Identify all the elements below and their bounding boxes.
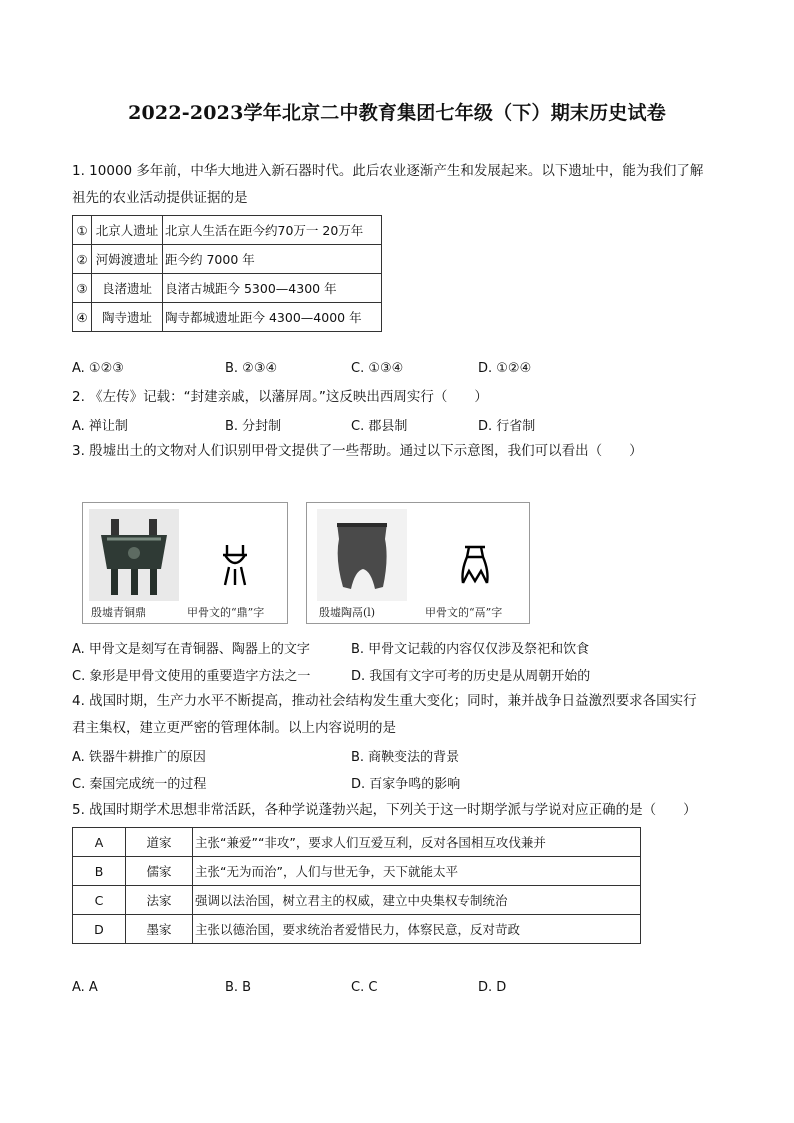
caption-oracle-li: 甲骨文的“鬲”字 — [425, 606, 503, 619]
caption-oracle-ding: 甲骨文的“鼎”字 — [187, 606, 265, 619]
table-cell: ④ — [73, 303, 92, 332]
q2-option-c[interactable]: C. 郡县制 — [351, 419, 408, 434]
oracle-li-glyph — [455, 541, 495, 591]
table-cell: 陶寺都城遗址距今 4300—4000 年 — [163, 303, 382, 332]
table-cell: 法家 — [126, 886, 193, 915]
q3-option-d[interactable]: D. 我国有文字可考的历史是从周朝开始的 — [351, 669, 591, 684]
q4-stem-line2: 君主集权，建立更严密的管理体制。以上内容说明的是 — [72, 720, 396, 736]
q5-option-c[interactable]: C. C — [351, 980, 378, 995]
q4-option-a[interactable]: A. 铁器牛耕推广的原因 — [72, 750, 206, 765]
table-cell: B — [73, 857, 126, 886]
figure-pottery-li — [306, 502, 530, 624]
table-cell: 主张以德治国，要求统治者爱惜民力，体察民意，反对苛政 — [193, 915, 641, 944]
table-cell: C — [73, 886, 126, 915]
q1-option-a[interactable]: A. ①②③ — [72, 361, 124, 376]
table-cell: 北京人遗址 — [92, 216, 163, 245]
bronze-ding-photo — [89, 509, 179, 601]
table-row — [73, 245, 382, 274]
q1-option-d[interactable]: D. ①②④ — [478, 361, 532, 376]
table-cell: D — [73, 915, 126, 944]
table-row — [73, 857, 641, 886]
q4-stem-line1: 4. 战国时期，生产力水平不断提高，推动社会结构发生重大变化；同时，兼并战争日益激烈要求各国实行 — [72, 693, 697, 709]
page-title: 2022-2023学年北京二中教育集团七年级（下）期末历史试卷 — [128, 102, 666, 124]
figure-bronze-ding — [82, 502, 288, 624]
table-cell: ② — [73, 245, 92, 274]
oracle-ding-glyph — [215, 541, 255, 591]
table-row — [73, 274, 382, 303]
q3-option-a[interactable]: A. 甲骨文是刻写在青铜器、陶器上的文字 — [72, 642, 310, 657]
q2-option-a[interactable]: A. 禅让制 — [72, 419, 128, 434]
table-cell: 主张“无为而治”，人们与世无争，天下就能太平 — [193, 857, 641, 886]
caption-pottery-li: 殷墟陶鬲(l) — [319, 606, 376, 619]
table-cell: ① — [73, 216, 92, 245]
table-row — [73, 216, 382, 245]
table-row — [73, 915, 641, 944]
q5-option-b[interactable]: B. B — [225, 980, 252, 995]
q1-option-c[interactable]: C. ①③④ — [351, 361, 404, 376]
table-cell: 陶寺遗址 — [92, 303, 163, 332]
q5-option-d[interactable]: D. D — [478, 980, 507, 995]
q5-table — [72, 827, 641, 944]
q1-stem-line2: 祖先的农业活动提供证据的是 — [72, 190, 248, 206]
q4-option-d[interactable]: D. 百家争鸣的影响 — [351, 777, 461, 792]
table-cell: 距今约 7000 年 — [163, 245, 382, 274]
q3-option-b[interactable]: B. 甲骨文记载的内容仅仅涉及祭祀和饮食 — [351, 642, 590, 657]
table-cell: 良渚古城距今 5300—4300 年 — [163, 274, 382, 303]
q4-option-c[interactable]: C. 秦国完成统一的过程 — [72, 777, 207, 792]
caption-bronze-ding: 殷墟青铜鼎 — [91, 606, 146, 619]
table-row — [73, 303, 382, 332]
q5-option-a[interactable]: A. A — [72, 980, 98, 995]
q3-stem: 3. 殷墟出土的文物对人们识别甲骨文提供了一些帮助。通过以下示意图，我们可以看出（ ） — [72, 443, 643, 459]
table-cell: ③ — [73, 274, 92, 303]
table-row — [73, 886, 641, 915]
table-cell: 良渚遗址 — [92, 274, 163, 303]
table-cell: 道家 — [126, 828, 193, 857]
table-cell: A — [73, 828, 126, 857]
q3-option-c[interactable]: C. 象形是甲骨文使用的重要造字方法之一 — [72, 669, 311, 684]
pottery-li-photo — [317, 509, 407, 601]
table-cell: 儒家 — [126, 857, 193, 886]
q2-option-d[interactable]: D. 行省制 — [478, 419, 536, 434]
table-cell: 强调以法治国，树立君主的权威，建立中央集权专制统治 — [193, 886, 641, 915]
table-cell: 北京人生活在距今约70万一 20万年 — [163, 216, 382, 245]
q2-stem: 2. 《左传》记载：“封建亲戚，以藩屏周。”这反映出西周实行（ ） — [72, 389, 488, 405]
q2-option-b[interactable]: B. 分封制 — [225, 419, 282, 434]
q1-stem-line1: 1. 10000 多年前，中华大地进入新石器时代。此后农业逐渐产生和发展起来。以下遗址中，能为我们了解 — [72, 163, 704, 179]
q4-option-b[interactable]: B. 商鞅变法的背景 — [351, 750, 460, 765]
table-cell: 河姆渡遗址 — [92, 245, 163, 274]
table-cell: 墨家 — [126, 915, 193, 944]
q5-stem: 5. 战国时期学术思想非常活跃，各种学说蓬勃兴起，下列关于这一时期学派与学说对应正确的是（ ） — [72, 802, 697, 818]
table-cell: 主张“兼爱”“非攻”，要求人们互爱互利，反对各国相互攻伐兼并 — [193, 828, 641, 857]
table-row — [73, 828, 641, 857]
q1-option-b[interactable]: B. ②③④ — [225, 361, 278, 376]
q1-table — [72, 215, 382, 332]
